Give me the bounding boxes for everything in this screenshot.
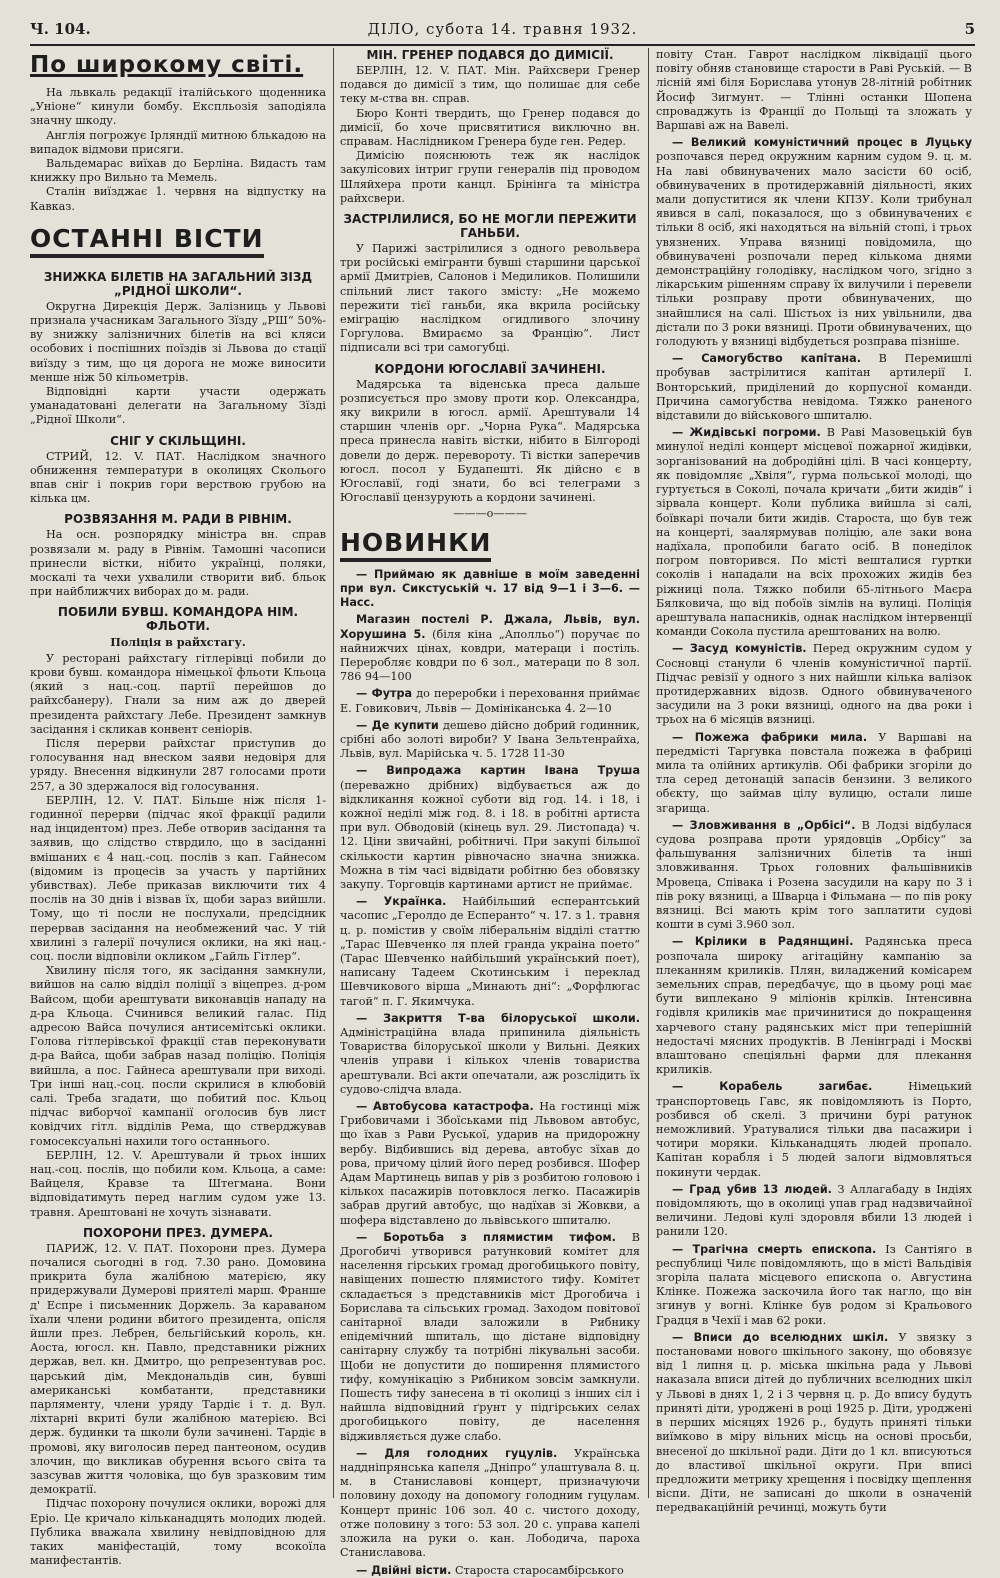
news-item-text: (переважно дрібних) відбувається аж до відкликання кожної суботи від год. 14. і 18, і кожної неділі між год. 8. і 18. в робітні артиста при вул. Обводовій (кінець вул. 29. Листопада) ч. 12. Ціни звичайні, робітничі. При закупі більшої скількости картин рівночасно значна знижка. Можна в тім часі відвідати робітню без обовязку закупу. Торговців картинами артист не приймає. xyxy=(340,778,640,891)
news-item-title: — Двійні вісти. xyxy=(356,1563,452,1577)
article-paragraph: Димісію пояснюють теж як наслідок закулісових інтриг групи генералів під проводом Шляйхера проти канцл. Брінінга та міністра райхсвери. xyxy=(340,149,640,205)
news-item-text: Найбільший есперантський часопис „Геролдо де Есперанто“ ч. 17. з 1. травня ц. р. помістив у своїм ліберальнім відділі статтю „Тарас Шевченко ля плей гранда украіна поето“ (Тарас Шевченко найбільший український поет), написану Тадеем Скотинським і переклад Шевчикового вірша „Минають дні“: „Форфлюгас тагой“ п. Г. Якимчука. xyxy=(340,895,640,1008)
news-item xyxy=(340,687,640,715)
world-paragraph: На львкаль редакції італійського щоденника „Уніоне“ кинули бомбу. Експльозія заподіяла значну шкоду. xyxy=(30,86,326,128)
paper-date: ДІЛО, субота 14. травня 1932. xyxy=(367,20,638,38)
news-item-text: Радянська преса розпочала широку агітаційну кампанію за плеканням криликів. Плян, виладжений комісарем земельних справ, передбачує, що в цьому році має бути виплекано 9 міліонів крілків. Інтенсивна годівля криликів має причинитися до покращення харчевого стану радянських міст при теперішній недостачі мясних продуктів. В Ленінграді і Москві влаштовано спеціяльні фарми для плекання криликів. xyxy=(656,935,972,1077)
article-heading: СНІГ У СКІЛЬЩИНІ. xyxy=(110,433,246,448)
article-paragraph: ПАРИЖ, 12. V. ПАТ. Похорони през. Думера почалися сьогодні в год. 7.30 рано. Домовина прикрита була жалібною матерією, яку придержували Думерові приятелі марш. Франше д' Еспре і письменник Доржель. За караваном їхали члени родини вбитого президента, опісля йшли през. Лебрен, бельгійський король, кн. Аоста, югосл. кн. Павло, представники ріжних держав, вел. кн. Дмитро, що репрезентував рос. царський дім, Мекдональдів син, бувші американські комбатанти, представники парляменту, члени уряду Тардіє і т. д. Вул. ліхтарні вкриті були жалібною матерією. Всі держ. будинки та школи були зачинені. Тардіє в промові, яку виголосив перед пантеоном, осудив злочин, що викликав обурення всього світа та зазсував життя чоловіка, що був зразковим тим демократії. xyxy=(30,1241,326,1497)
news-item xyxy=(656,1080,972,1179)
article-paragraph: Підчас похорону почулися оклики, ворожі для Еріо. Це кричало кільканадцять молодих людей. Публика вважала хвилину невідповідною для таких маніфестацій, тому всокоїла манифестантів. xyxy=(30,1497,326,1568)
news-item-title: — Закриття Т-ва білоруської школи. xyxy=(356,1011,640,1025)
news-item-text: З Аллагабаду в Індіях повідомляють, що в околиці упав град надзвичайної величини. Ледові кулі здоровля вбили 13 людей і ранили 120. xyxy=(656,1182,972,1239)
news-item xyxy=(340,1231,640,1444)
news-item-title: — Трагічна смерть епископа. xyxy=(672,1242,877,1256)
news-item-text: В Дрогобичі утворився ратунковий комітет для населення гірських громад дрогобицького повіту, навіщених пошестю плямистого тифу. Комітет складається з представників міст Дрогобича і Борислава та сільських громад. Заходом повітової санітарної влади заложили в Рибнику епідемічний шпиталь, що дістане відповідну санітарну службу та потрібні лікувальні засоби. Щоби не допустити до поширення плямистого тифу, комунікацію з Рибником зовсім замкнули. Пошесть тифу занесена в ті околиці з інших сіл і найшла відповідний ґрунт у підгірських селах дрогобицького повіту, де населення відживляється дуже слабо. xyxy=(340,1230,640,1443)
news-item xyxy=(656,1183,972,1240)
news-item-text: У Варшаві на передмісті Таргувка повстала пожежа в фабриці мила та олійних артикулів. Обі фабрики згоріли до тла серед детонацій запасів бензини. З великого обєкту, що займав цілу вулицю, остали лише згарища. xyxy=(656,730,972,815)
article-heading: ЗАСТРІЛИЛИСЯ, БО НЕ МОГЛИ ПЕРЕЖИТИ ГАНЬБИ. xyxy=(343,212,637,241)
news-item-title: — Зловживання в „Орбісі“. xyxy=(672,818,856,832)
news-item-text: Староста старосамбірського xyxy=(454,1563,624,1577)
article-paragraph: Хвилину після того, як засідання замкнули, вийшов на салю відділ поліції з віцепрез. д-ром Вайсом, щоби арештувати виконавців нападу на д-ра Кльоца. Счинився великий галас. Під адресою Вайса почулися антисемітські оклики. Голова гітлерівської фракції став переконувати д-ра Вайса, щоби забрав назад поліцію. Поліція вийшла, а пос. Гайнеса арештували при виході. Три інші нац.-соц. посли скрилися в клюбовій салі. Треба згадати, що побитий пос. Кльоц підчас виборчої кампанії оголосив був лист ковідчих гітл. відділів Рема, що стверджував гомосексуальні нахили того останнього. xyxy=(30,964,326,1148)
article-paragraph: БЕРЛІН, 12. V. ПАТ. Мін. Райхсвери Гренер подався до димісії з тим, що полишає для себе теку м-ства вн. справ. xyxy=(340,64,640,106)
column-1 xyxy=(30,48,326,1568)
column-rule-1 xyxy=(333,48,334,1498)
news-item-title: — Пожежа фабрики мила. xyxy=(672,730,868,744)
article-paragraph: Після перерви райхстаг приступив до голосування над внеском заяви недовіря для уряду. Внесення відкинули 287 голосами проти 257, а 30 здержалося від голосування. xyxy=(30,736,326,793)
news-item-title: — Приймаю як давніше в моїм заведенні при вул. Сикстуській ч. 17 від 9—1 і 3—6. — Насс. xyxy=(340,567,640,610)
news-item-title: — Автобусова катастрофа. xyxy=(356,1100,534,1113)
news-item xyxy=(656,1331,972,1516)
news-item xyxy=(656,136,972,349)
news-item-text: В Раві Мазовецькій був минулої неділі концерт місцевої пожарної жидівки, зорганізований на добродійні цілі. В часі концерту, як повідомляє „Хвіля“, гурма польської молоді, що гуртується в Соколі, почала кричати „бити жидів“ і зірвала концерт. Коли публика вийшла зі салі, боївкарі почали бити жидів. Староста, що був теж на концерті, заалярмував поліцію, але заки вона надїхала, пропобили багато осіб. В понеділок погром повторився. По місті вешталися гуртки соколів і нападали на всіх прохожих жидів без ріжниці пола. Тяжко побили 65-літнього Маєра Бялковича, що від побоїв зімлів на вулиці. Поліція арештувала напасників, однак наслідком інтервенції команди Сокола пустила арештованих на волю. xyxy=(656,426,972,639)
news-item xyxy=(340,1100,640,1228)
news-item xyxy=(656,426,972,639)
news-item-text: Із Сантіяго в республиці Чилє повідомляють, що в місті Вальдівія згоріла палата місцевого епископа о. Августина Клінке. Пожежа заскочила його так нагло, що він згинув у вогні. Клінке був родом зі Кральового Градця в Чехії і мав 62 роки. xyxy=(656,1242,972,1327)
news-item-title: — Для голодних гуцулів. xyxy=(356,1446,558,1460)
article-heading: ПОБИЛИ БУВШ. КОМАНДОРА НІМ. ФЛЬОТИ. xyxy=(57,605,299,634)
news-item xyxy=(656,731,972,816)
news-item-title: — Засуд комуністів. xyxy=(672,642,807,656)
news-item-title: Магазин постелі Р. Джала, Львів, вул. Хорушина 5. xyxy=(340,613,640,641)
news-item xyxy=(656,819,972,933)
news-item xyxy=(340,568,640,611)
news-item-text: В Перемишлі пробував застрілитися капітан артилерії І. Вонторський, приділений до корпусної команди. Причина самогубства невідома. Тяжко раненого відставили до військового шпиталю. xyxy=(656,352,972,423)
news-item-text: Перед окружним судом у Сосновці станули 6 членів комуністичної партії. Підчас ревізії у одного з них найшли кілька валізок протидержавних відозв. Одного обвинуваченого засудили на 3 роки вязниці, одного на два роки і трьох на 6 місяців вязниці. xyxy=(656,642,972,727)
news-heading: НОВИНКИ xyxy=(340,528,491,562)
article-heading: ПОХОРОНИ ПРЕЗ. ДУМЕРА. xyxy=(83,1225,273,1240)
news-item-text: Українська наддніпрянська капеля „Дніпро“ улаштувала 8. ц. м. в Станиславові концерт, призначуючи половину доходу на допомогу голодним гуцулам. Концерт приніс 106 зол. 40 с. чистого доходу, отже половину з того: 53 зол. 20 с. управа капелі зложила на руки о. кан. Лободича, пароха Станиславова. xyxy=(340,1446,640,1560)
news-item-title: — Крілики в Радянщині. xyxy=(672,935,854,949)
article-heading: ЗНИЖКА БІЛЕТІВ НА ЗАГАЛЬНИЙ ЗІЗД „РІДНОЇ ШКОЛИ“. xyxy=(43,269,313,298)
news-item xyxy=(340,895,640,1009)
news-item-title: — Боротьба з плямистим тифом. xyxy=(356,1230,616,1244)
column-2 xyxy=(340,48,641,1577)
latest-news-heading: ОСТАННІ ВІСТИ xyxy=(30,224,264,258)
article-paragraph: У ресторані райхстагу гітлерівці побили до крови бувш. командора німецької фльоти Кльоца (який з нац.-соц. партії перейшов до райхсбанеру). Гнали за ним аж до дверей президента райхстагу Лебе. Президент замкнув засідання і скликав конвент сеніорів. xyxy=(30,651,326,736)
masthead xyxy=(30,20,975,46)
news-item-title: — Де купити xyxy=(356,718,439,732)
news-item-title: — Град убив 13 людей. xyxy=(672,1182,832,1196)
news-item-title: — Корабель загибає. xyxy=(672,1080,873,1094)
news-item xyxy=(656,1243,972,1328)
news-item-text: дешево дійсно добрий годинник, срібні або золоті вироби? У Івана Зельтенрайха, Львів, вул. Марійська ч. 5. 1728 11-30 xyxy=(340,718,640,761)
world-paragraph: Сталін виїзджає 1. червня на відпустку на Кавказ. xyxy=(30,185,326,213)
issue-number: Ч. 104. xyxy=(30,20,91,38)
article-paragraph: Бюро Конті твердить, що Гренер подався до димісії, бо хоче присвятитися виключно вн. справам. Наслідником Гренера буде ген. Редер. xyxy=(340,106,640,149)
article-paragraph: Відповідні карти участи одержать уманадатовані делегати на Загальному Зїзді „Рідної Школи“. xyxy=(30,385,326,427)
news-item xyxy=(340,1012,640,1097)
column-rule-2 xyxy=(648,48,649,1498)
article-heading: МІН. ГРЕНЕР ПОДАВСЯ ДО ДИМІСІЇ. xyxy=(366,48,614,62)
article-paragraph: Округна Дирекція Держ. Залізниць у Львові признала учасникам Загального Зїзду „РШ“ 50%-ву знижку залізничних білетів на всі кляси особових і поспішних поїздів зі Львова до стації виїзду з тим, що ця дорога не може виносити менше ніж 50 кільометрів. xyxy=(30,299,326,384)
news-item-title: — Футра xyxy=(356,687,413,701)
article-paragraph: БЕРЛІН, 12. V. ПАТ. Більше ніж після 1-годинної перерви (підчас якої фракції радили над інцидентом) през. Лебе отворив засідання та заявив, що слідство стврдило, що в засіданні вмішаних є 4 нац.-соц. послів з кап. Гайнесом (відомим із процесів за участь у партійних убивствах). Лебе приказав виключити тих 4 послів на 30 днів і візвав їх, щоби зараз вийшли. Тому, що ті посли не послухали, предсідник перервав засідання на необмежений час. У тій хвилині з галерії почулися оклики, на які нац.-соц. посли відповіли окликом „Гайль Гітлер“. xyxy=(30,793,326,963)
page-number: 5 xyxy=(964,20,975,38)
news-item-text: На гостинці між Грибовичами і Збоїськами під Львовом автобус, що їхав з Рави Руської, ударив на придорожну вербу. Відбившись від дерева, автобус зїхав до рова, причому цілий його перед розбився. Шофер Адам Мартинець випав у рів з розбитою головою і кількох пасажирів потовклося легко. Пасажирів забрав другий автобус, що надїхав зі Жовкви, а шофера відставлено до львівського шпиталю. xyxy=(340,1100,640,1227)
news-item-text: (біля кіна „Аполльо“) поручає по найнижчих цінах, ковдри, матераци і постіль. Переробляє ковдри по 6 зол., матераци по 8 зол. 786 94—100 xyxy=(340,627,641,684)
news-item xyxy=(656,642,972,727)
news-item-title: — Великий комуністичний процес в Луцьку xyxy=(672,136,972,150)
news-item xyxy=(340,719,640,762)
article-heading: РОЗВЯЗАННЯ М. РАДИ В РІВНІМ. xyxy=(64,512,292,527)
news-item-text: В Лодзі відбулася судова розправа проти урядовців „Орбісу“ за фальшування залізничних білетів та інші зловживання. Трьох головних фальшівників Мровеца, Співака і Розена засудили на кару по 3 і пів року вязниці, а Шварца і Фільмана — по пів року вязниці. Всі мають крім того заплатити судові кошти в сумі 3.960 зол. xyxy=(656,818,972,932)
news-item xyxy=(656,352,972,423)
news-item-text: до переробки і переховання приймає Е. Говикович, Львів — Домініканська 4. 2—10 xyxy=(340,687,640,715)
article-paragraph: У Парижі застрілилися з одного револьвера три російські емігранти бувші старшини царської армії Дмитріев, Салонов і Медиликов. Полишили спільний лист такого змісту: „Не можемо пережити тієї ганьби, яка вкрила російську еміграцію наслідком огидливого злочину Горгулова. Вмираємо за Францію“. Лист підписали всі три самогубці. xyxy=(340,242,640,355)
article-subheading: Поліція в райхстагу. xyxy=(110,635,246,650)
article-paragraph: На осн. розпорядку міністра вн. справ розвязали м. раду в Рівнім. Тамошні часописи принесли вістки, нібито українці, поляки, москалі та чехи ухвалили створити виб. бльок при найближчих виборах до м. ради. xyxy=(30,528,326,599)
news-item-text: У звязку з постановами нового шкільного закону, що обовязує від 1 липня ц. р. міська шкільна рада у Львові наказала вписи дітей до публичних вселюдних шкіл у Львові в днях 1, 2 і 3 червня ц. р. До впису будуть приняті діти, уроджені в році 1925 р. Діти, уроджені в перших місяцях 1926 р., будуть приняті тільки виїмково в міру вільних місць на основі просьби, внесеної до шкільної ради. Діти до 1 кл. вписуються до властивої шкільної округи. При вписі предложити метрику хрещення і посвідку щеплення віспи. Діти, не записані до школи в означеній передвакаційній речинці, можуть бути xyxy=(656,1330,973,1515)
news-item-title: — Українка. xyxy=(356,895,447,909)
news-item-title: — Випродажа картин Івана Труша xyxy=(356,764,640,778)
news-item xyxy=(340,1564,640,1578)
news-item-text: розпочався перед окружним карним судом 9. ц. м. На лаві обвинувачених мало засісти 60 осіб, обвинувачених в протидержавній діяльності, яких мали допуститися як члени КПЗУ. Коли трибунал явився в салі, показалося, що з обвинувачених є тільки 8 осіб, які находяться на вільній стопі, і трьох увязнених. Управа вязниці повідомила, що обвинувачені розпочали перед кількома днями демонстраційну голодівку, наслідком чого, згідно з лікарським рішенням справу їх вилучили і перевели тільки розправу проти обвинувачених, що знайшлися на салі. Шістьох із них увільнили, два дістали по 3 роки вязниці. Проти обвинувачених, що голодують у вязниці відбудеться розправа пізніше. xyxy=(656,150,972,349)
news-item-title: — Самогубство капітана. xyxy=(672,352,861,366)
news-item xyxy=(340,1447,640,1561)
article-paragraph: БЕРЛІН, 12. V. Арештували й трьох інших нац.-соц. послів, що побили ком. Кльоца, а саме: Вайцеля, Кравзе та Штегмана. Вони відповідатимуть перед наглим судом уже 13. травня. Арештовані не хочуть зізнавати. xyxy=(30,1148,326,1219)
news-item xyxy=(656,935,972,1077)
article-paragraph: Мадярська та віденська преса дальше розписується про змову проти кор. Олександра, яку викрили в югосл. армії. Арештували 14 старшин членів орг. „Чорна Рука“. Мадярська преса принесла навіть вістки, нібито в Білгороді довели до держ. перевороту. Ті вістки заперечив югосл. посол у Будапешті. Як дійсно є в Югославії, годі знати, бо всі телеграми з Югославії цензурують а кордони зачинені. xyxy=(340,377,640,505)
article-paragraph: СТРИЙ, 12. V. ПАТ. Наслідком значного обниження температури в околицях Сколього впав сніг і покрив гори верствою грубою на кілька цм. xyxy=(30,449,326,506)
world-heading: По широкому світі. xyxy=(30,52,304,78)
article-heading: КОРДОНИ ЮГОСЛАВІЇ ЗАЧИНЕНІ. xyxy=(374,361,606,376)
world-paragraph: Вальдемарас виїхав до Берліна. Видасть там книжку про Вильно та Мемель. xyxy=(30,157,326,185)
news-item xyxy=(340,764,640,892)
news-item xyxy=(340,613,640,684)
article-paragraph: повіту Стан. Гаврот наслідком ліквідації цього повіту обняв становище старости в Раві Руській. — В лісній ямі біля Борислава утонув 28-літній робітник Йосиф Зигмунт. — Тлінні останки Шопена спроваджуть із Франції до Польщі та зложать у Варшаві аж на Вавелі. xyxy=(656,48,972,133)
news-item-text: Адміністраційна влада припинила діяльність Товариства білоруської школи у Вильні. Деяких членів управи і кількох членів товариства арештували. Всі акти опечатали, аж розслідить їх судово-слідча влада. xyxy=(340,1025,640,1096)
news-item-title: — Жидівські погроми. xyxy=(672,426,821,440)
separator: ———o——— xyxy=(453,507,527,521)
world-paragraph: Англія погрожує Ірляндії митною блькадою на випадок відмови присяги. xyxy=(30,128,326,156)
news-item-text: Німецький транспортовець Гавс, як повідомляють із Порто, розбився об скелі. З причини бурі ратунок неможливий. Уратувалися тільки два пасажири і чотири моряки. Кільканадцять людей пропало. Капітан корабля і 5 людей залоги відмовляться покинути чердак. xyxy=(656,1080,972,1179)
news-item-title: — Вписи до вселюдних шкіл. xyxy=(672,1330,889,1344)
column-3 xyxy=(656,48,973,1515)
